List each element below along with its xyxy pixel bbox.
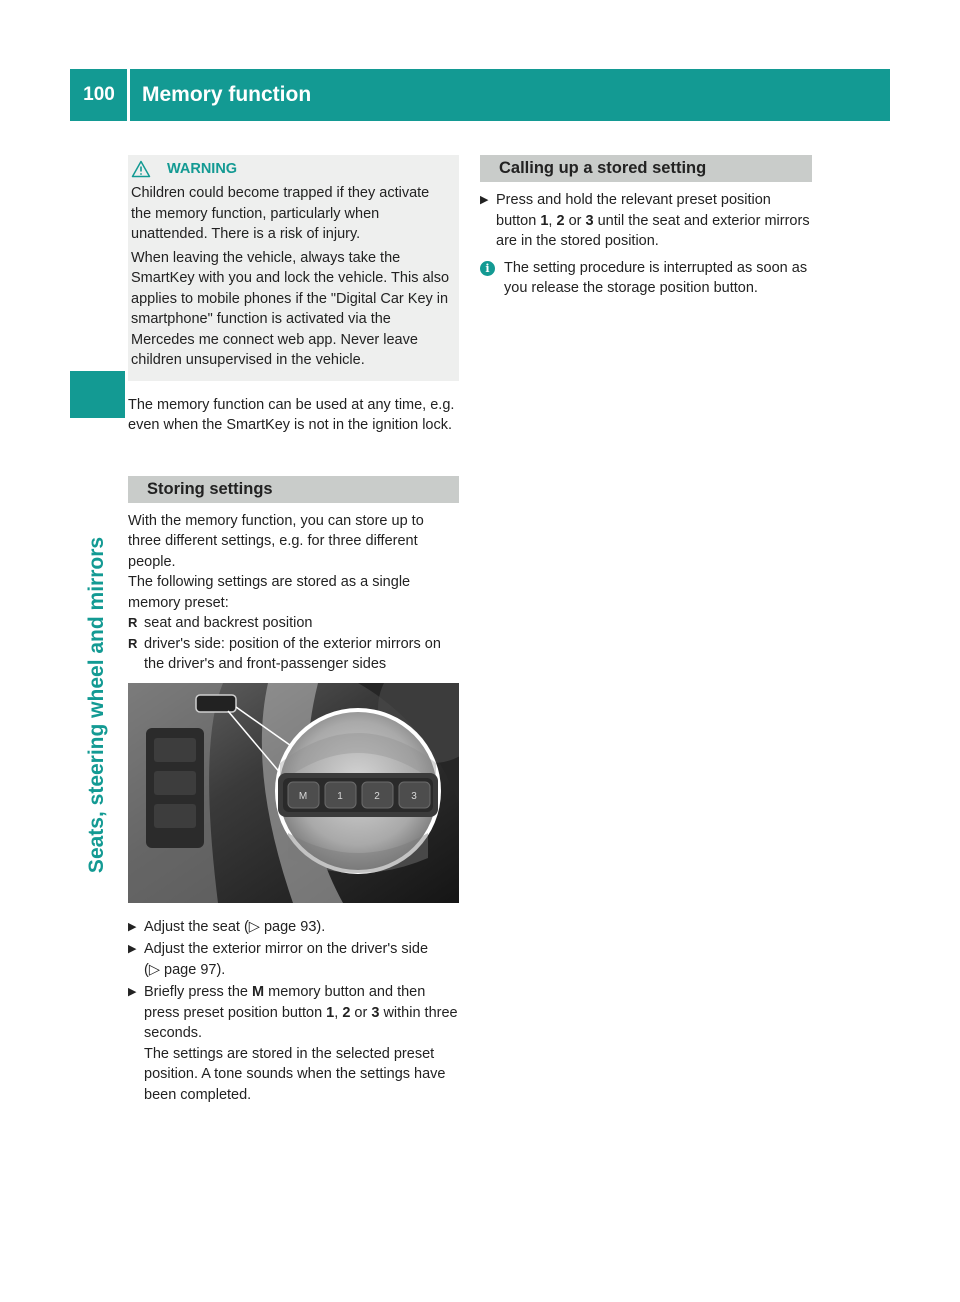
arrow-right-icon: ▶ [128, 943, 137, 955]
warning-header [131, 160, 450, 178]
step-item: ▶ Adjust the exterior mirror on the driver's side (▷ page 97). [128, 939, 459, 980]
right-column [480, 155, 812, 299]
preset-3-button: 3 [411, 790, 417, 802]
header-divider [127, 69, 130, 121]
key-m: M [252, 984, 265, 1000]
key-2: 2 [342, 1004, 351, 1021]
step-result: The settings are stored in the selected preset position. A tone sounds when the settings have been completed. [144, 1045, 446, 1103]
section-heading-storing: Storing settings [128, 476, 459, 503]
bullet-icon: R [128, 615, 138, 630]
page-title: Memory function [142, 83, 312, 106]
warning-paragraph-1: Children could become trapped if they activate the memory function, particularly when unattended. There is a risk of injury. [131, 185, 430, 242]
info-icon: i [480, 261, 495, 276]
page-ref-link[interactable]: page 93 [263, 918, 317, 935]
door-panel-photo [128, 683, 459, 903]
left-column [128, 155, 459, 1107]
warning-paragraph-2: When leaving the vehicle, always take the SmartKey with you and lock the vehicle. This also applies to mobile phones if the "Digital Car Key in smartphone" function is activated via the Mercedes me connect web app. Never leave children unsupervised in the vehicle. [131, 249, 450, 368]
key-1: 1 [326, 1004, 335, 1021]
bullet-text: seat and backrest position [144, 615, 313, 631]
page-arrow-icon: ▷ [148, 961, 160, 978]
arrow-right-icon: ▶ [128, 986, 137, 998]
section-heading-calling: Calling up a stored setting [480, 155, 812, 182]
chapter-tab [70, 371, 125, 418]
info-text: The setting procedure is interrupted as soon as you release the storage position button. [504, 259, 808, 296]
preset-1-button: 1 [337, 790, 343, 802]
key-3: 3 [585, 212, 594, 229]
key-2: 2 [556, 212, 565, 229]
chapter-label: Seats, steering wheel and mirrors [85, 536, 108, 874]
bullet-icon: R [128, 635, 138, 651]
step-item: ▶ Press and hold the relevant preset position button 1, 2 or 3 until the seat and exterior mirrors are in the stored position. [480, 190, 812, 252]
key-3: 3 [371, 1004, 380, 1021]
memory-buttons-illustration [128, 683, 459, 903]
page-ref-link[interactable]: page 97 [164, 961, 217, 978]
warning-box [128, 155, 459, 381]
bullet-text: driver's side: position of the exterior mirrors on the driver's and front-passenger sides [144, 635, 441, 672]
warning-title: WARNING [167, 161, 238, 177]
warning-triangle-icon [131, 160, 151, 178]
memory-m-button: M [298, 790, 308, 802]
step-item: ▶ Adjust the seat (▷ page 93). [128, 917, 459, 938]
intro-paragraph: The memory function can be used at any time, e.g. even when the SmartKey is not in the ignition lock. [128, 396, 455, 433]
page-number: 100 [83, 84, 115, 105]
list-item [128, 634, 459, 675]
info-note [480, 258, 812, 299]
arrow-right-icon: ▶ [128, 920, 137, 933]
page-arrow-icon: ▷ [248, 918, 260, 935]
storing-paragraph-2: The following settings are stored as a single memory preset: [128, 574, 411, 611]
step-item: ▶ Briefly press the M memory button and then press preset position button 1, 2 or 3 within three seconds. The settings are stored in the selected preset position. A tone sounds when the settings have been completed. [128, 982, 459, 1105]
arrow-right-icon: ▶ [480, 194, 489, 206]
preset-2-button: 2 [374, 790, 380, 802]
list-item [128, 613, 459, 634]
key-1: 1 [540, 212, 549, 229]
storing-paragraph-1: With the memory function, you can store up to three different settings, e.g. for three different people. [128, 512, 424, 570]
